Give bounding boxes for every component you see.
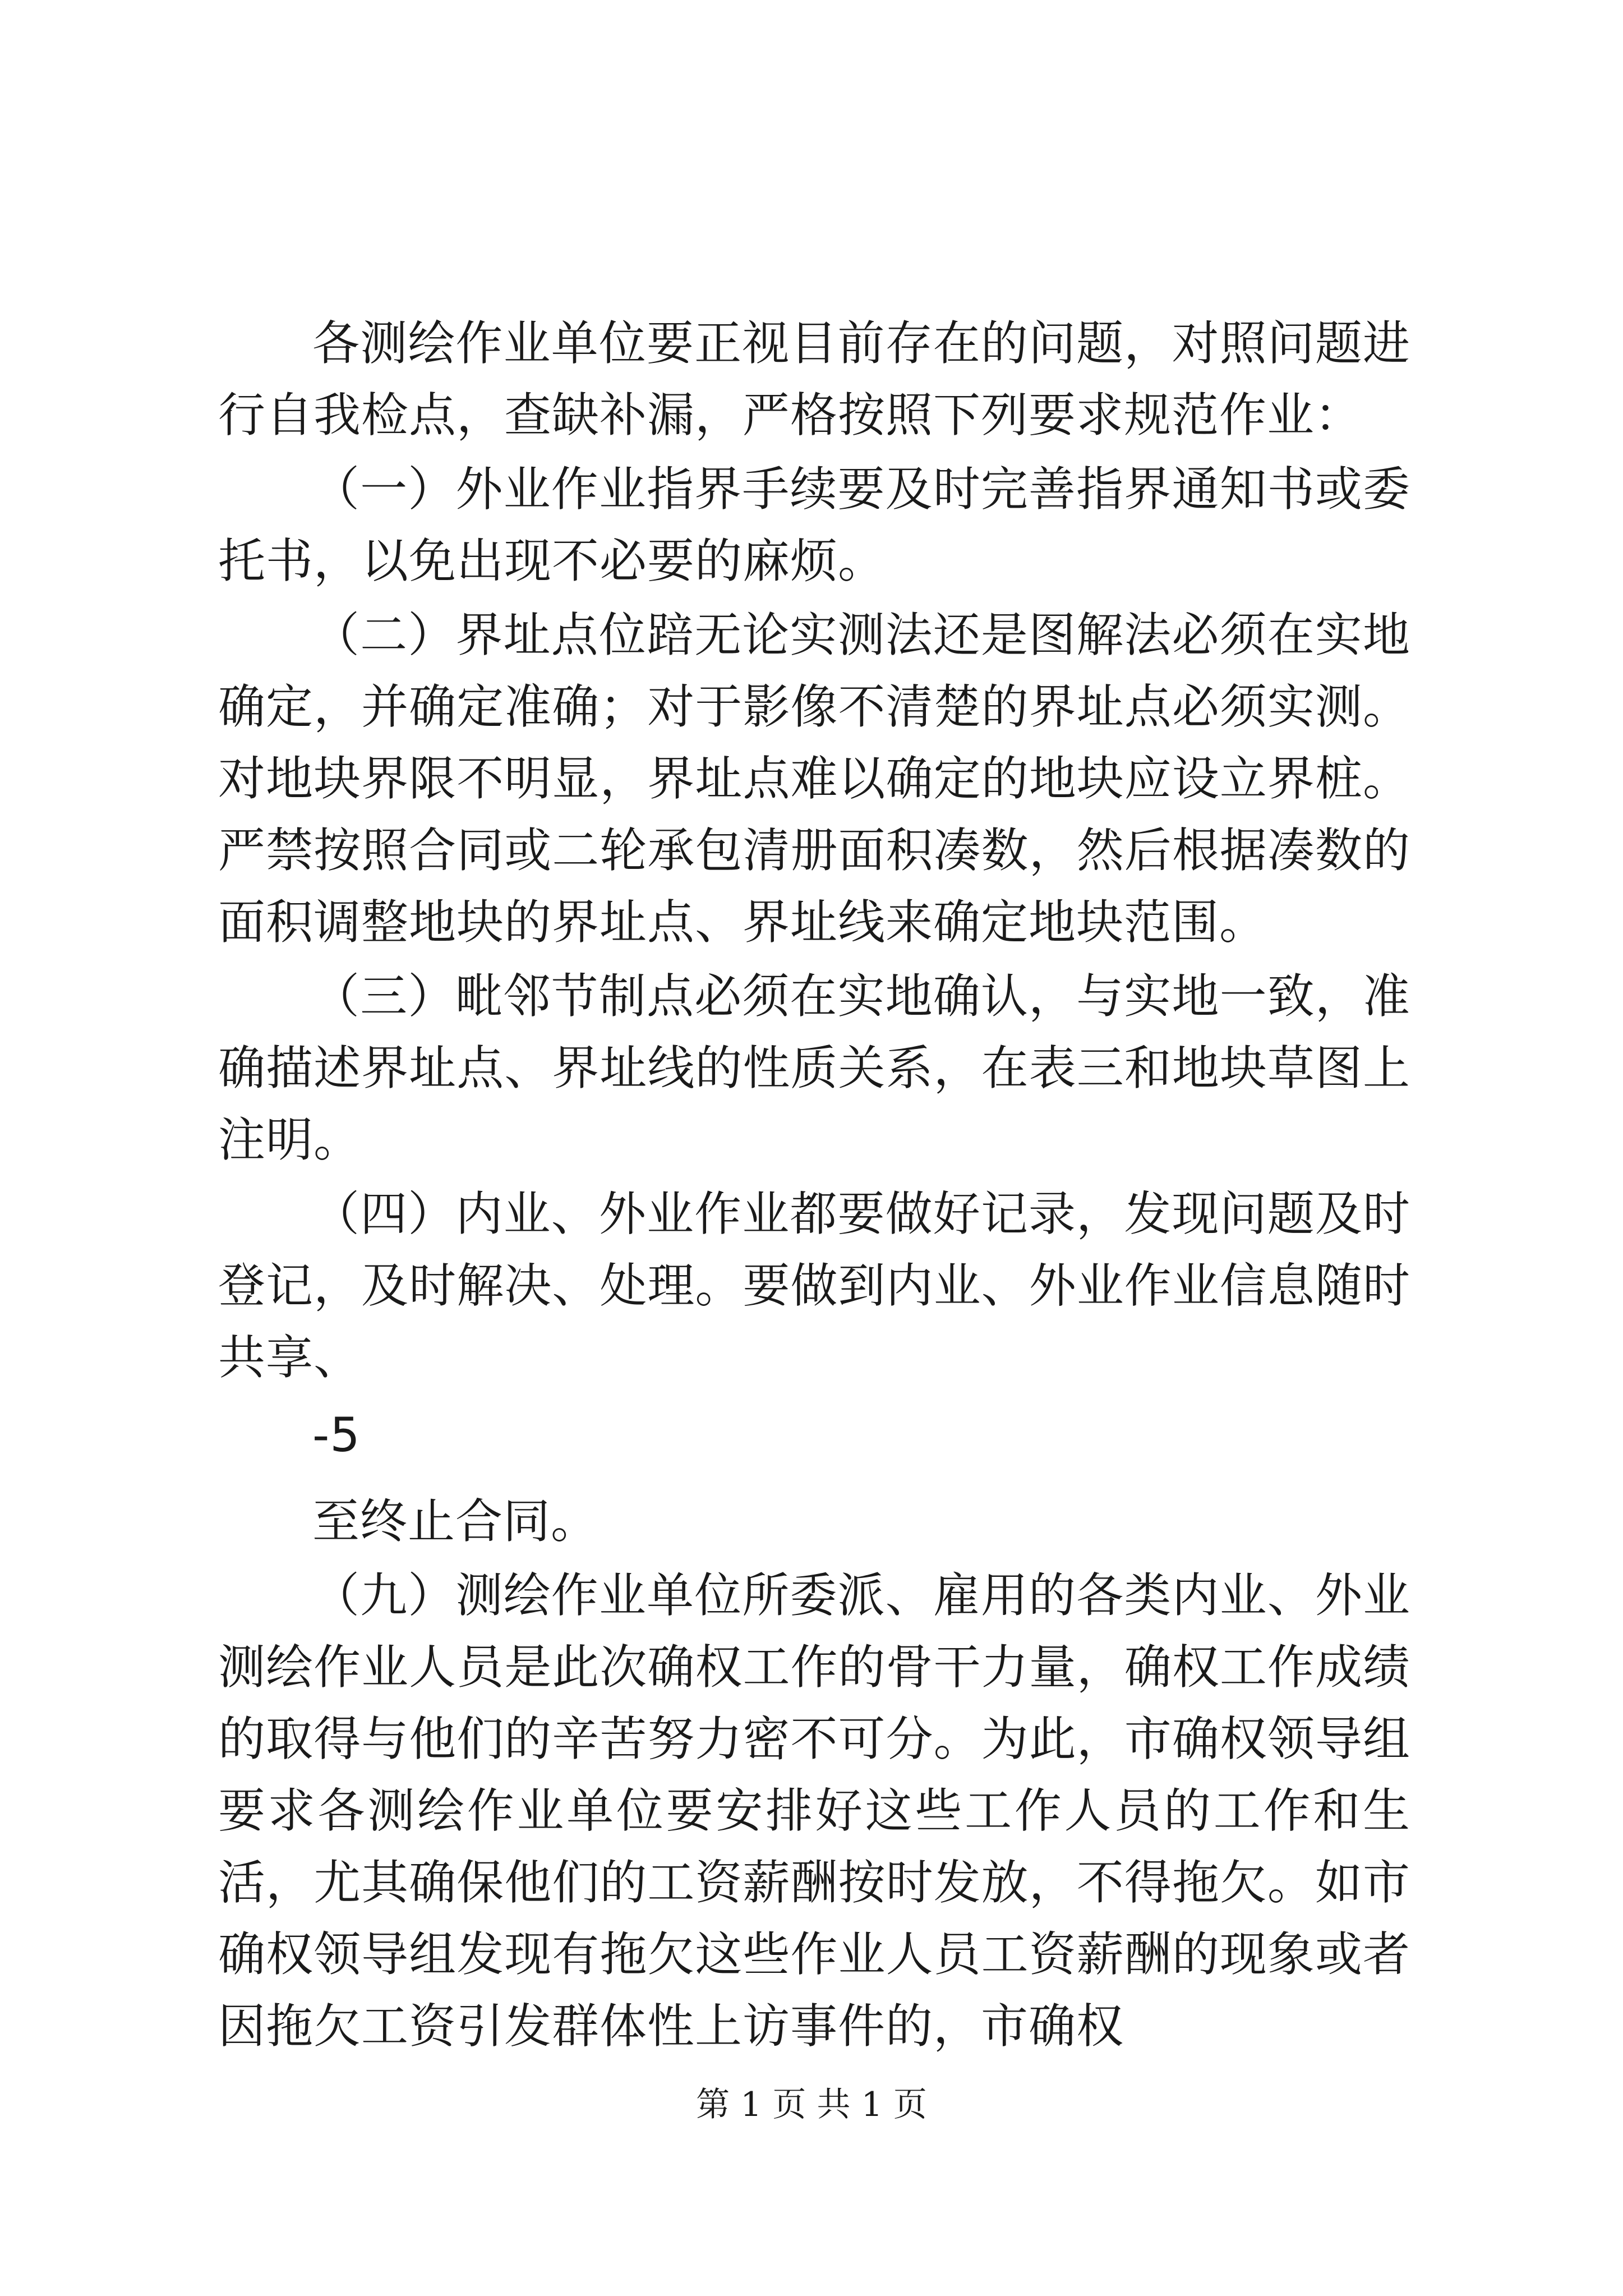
paragraph-item-4: （四）内业、外业作业都要做好记录，发现问题及时登记，及时解决、处理。要做到内业、外业作业信息随时共享、 xyxy=(218,1186,1410,1385)
paragraph-item-2: （二）界址点位踣无论实测法还是图解法必须在实地确定，并确定准确；对于影像不清楚的界址点必须实测。对地块界限不明显，界址点难以确定的地块应设立界桩。严禁按照合同或二轮承包清册面积凑数，然后根据凑数的面积调整地块的界址点、界址线来确定地块范围。 xyxy=(218,608,1410,950)
paragraph-item-1: （一）外业作业指界手续要及时完善指界通知书或委托书，以免出现不必要的麻烦。 xyxy=(218,462,1410,588)
body-text xyxy=(218,307,1410,2064)
paragraph-item-9: （九）测绘作业单位所委派、雇用的各类内业、外业测绘作业人员是此次确权工作的骨干力量，确权工作成绩的取得与他们的辛苦努力密不可分。为此，市确权领导组要求各测绘作业单位要安排好这些工作人员的工作和生活，尤其确保他们的工资薪酬按时发放，不得拖欠。如市确权领导组发现有拖欠这些作业人员工资薪酬的现象或者因拖欠工资引发群体性上访事件的，市确权 xyxy=(218,1568,1410,2054)
paragraph-intro: 各测绘作业单位要正视目前存在的问题，对照问题进行自我检点，查缺补漏，严格按照下列要求规范作业： xyxy=(218,316,1410,443)
paragraph-item-3: （三）毗邻节制点必须在实地确认，与实地一致，准确描述界址点、界址线的性质关系，在表三和地块草图上注明。 xyxy=(218,969,1410,1167)
page-footer: 第 1 页 共 1 页 xyxy=(696,2085,927,2124)
page-marker: -5 xyxy=(312,1407,361,1462)
paragraph-continuation: 至终止合同。 xyxy=(312,1494,599,1549)
